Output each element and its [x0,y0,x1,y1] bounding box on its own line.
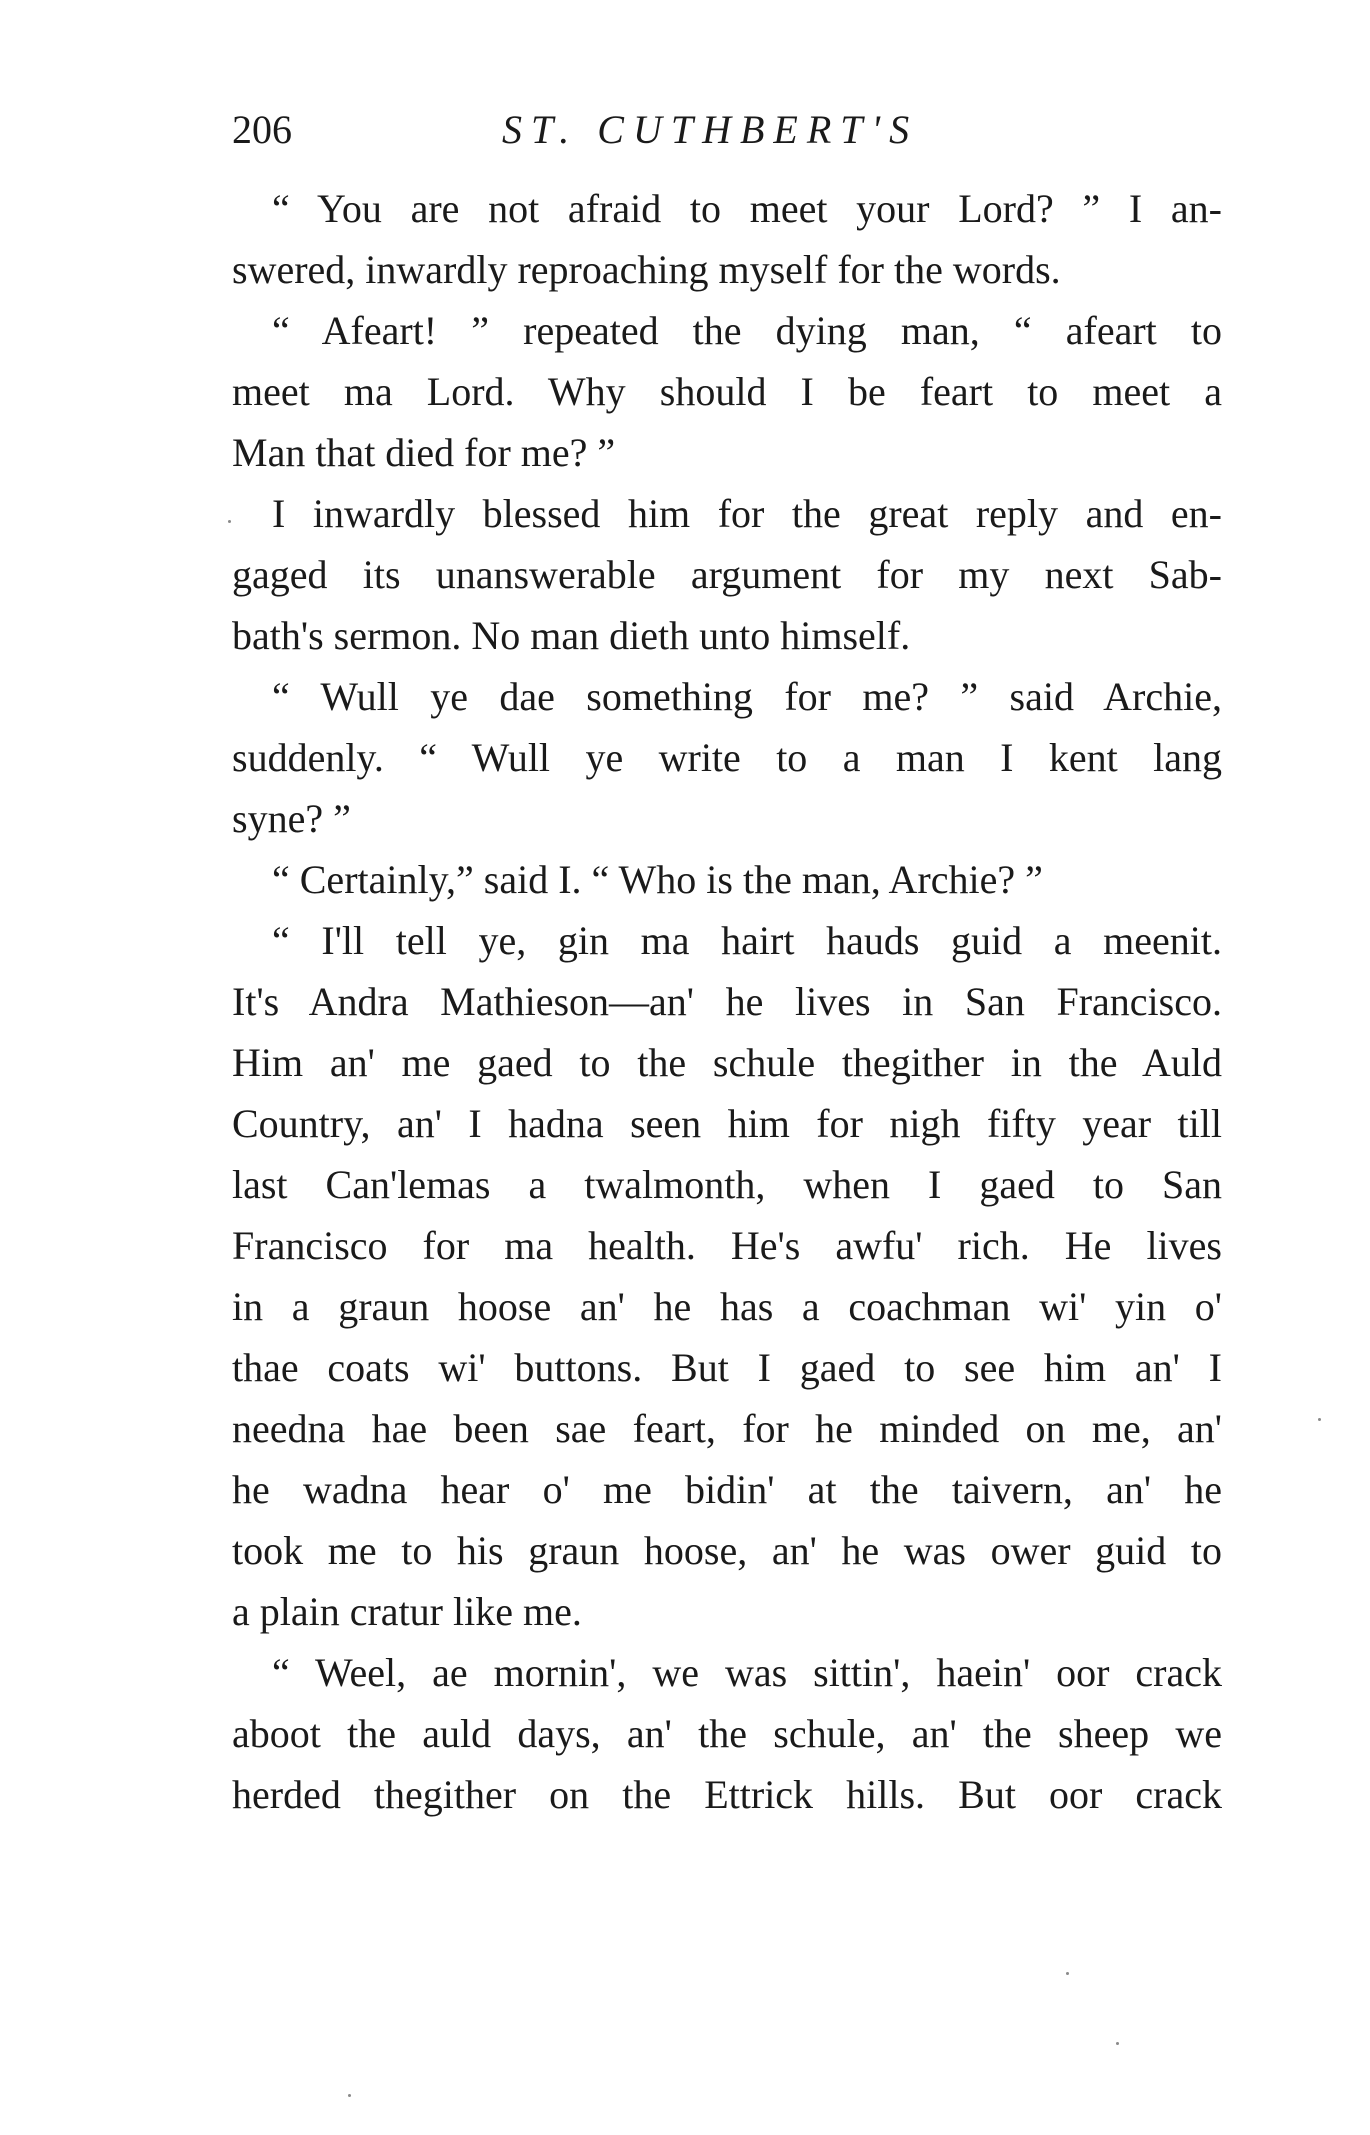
text-line: took me to his graun hoose, an' he was ower guid to [232,1528,1222,1573]
text-line: bath's sermon. No man dieth unto himself. [232,613,911,658]
text-line: “ You are not afraid to meet your Lord? ” I an- [272,186,1222,231]
text-line: he wadna hear o' me bidin' at the taivern, an' he [232,1467,1222,1512]
text-line: aboot the auld days, an' the schule, an' the sheep we [232,1711,1222,1756]
text-line: Country, an' I hadna seen him for nigh fifty year till [232,1101,1222,1146]
text-line: needna hae been sae feart, for he minded on me, an' [232,1406,1222,1451]
paper-speck [1318,1418,1321,1421]
paper-speck [228,520,231,523]
paper-speck [1116,2042,1119,2045]
text-line: gaged its unanswerable argument for my next Sab- [232,552,1222,597]
text-line: Man that died for me? ” [232,430,616,475]
text-line: “ Afeart! ” repeated the dying man, “ afeart to [272,308,1222,353]
text-line: meet ma Lord. Why should I be feart to meet a [232,369,1222,414]
text-line: herded thegither on the Ettrick hills. But oor crack [232,1772,1222,1817]
text-line: “ I'll tell ye, gin ma hairt hauds guid a meenit. [272,918,1222,963]
text-line: “ Weel, ae mornin', we was sittin', haein' oor crack [272,1650,1222,1695]
text-line: suddenly. “ Wull ye write to a man I kent lang [232,735,1222,780]
paper-speck [348,2094,351,2097]
text-line: I inwardly blessed him for the great reply and en- [272,491,1222,536]
text-line: thae coats wi' buttons. But I gaed to see him an' I [232,1345,1222,1390]
text-line: “ Certainly,” said I. “ Who is the man, Archie? ” [272,857,1043,902]
page-header [232,100,1222,160]
running-title: ST. CUTHBERT'S [502,107,919,152]
text-line: swered, inwardly reproaching myself for the words. [232,247,1061,292]
page-number: 206 [232,107,292,152]
body-text [232,178,1222,1825]
text-line: It's Andra Mathieson—an' he lives in San Francisco. [232,979,1222,1024]
text-line: in a graun hoose an' he has a coachman wi' yin o' [232,1284,1222,1329]
text-line: syne? ” [232,796,351,841]
text-line: last Can'lemas a twalmonth, when I gaed to San [232,1162,1222,1207]
text-line: a plain cratur like me. [232,1589,582,1634]
text-line: Francisco for ma health. He's awfu' rich. He lives [232,1223,1222,1268]
paper-speck [1066,1972,1069,1975]
text-line: Him an' me gaed to the schule thegither in the Auld [232,1040,1222,1085]
text-line: “ Wull ye dae something for me? ” said Archie, [272,674,1222,719]
